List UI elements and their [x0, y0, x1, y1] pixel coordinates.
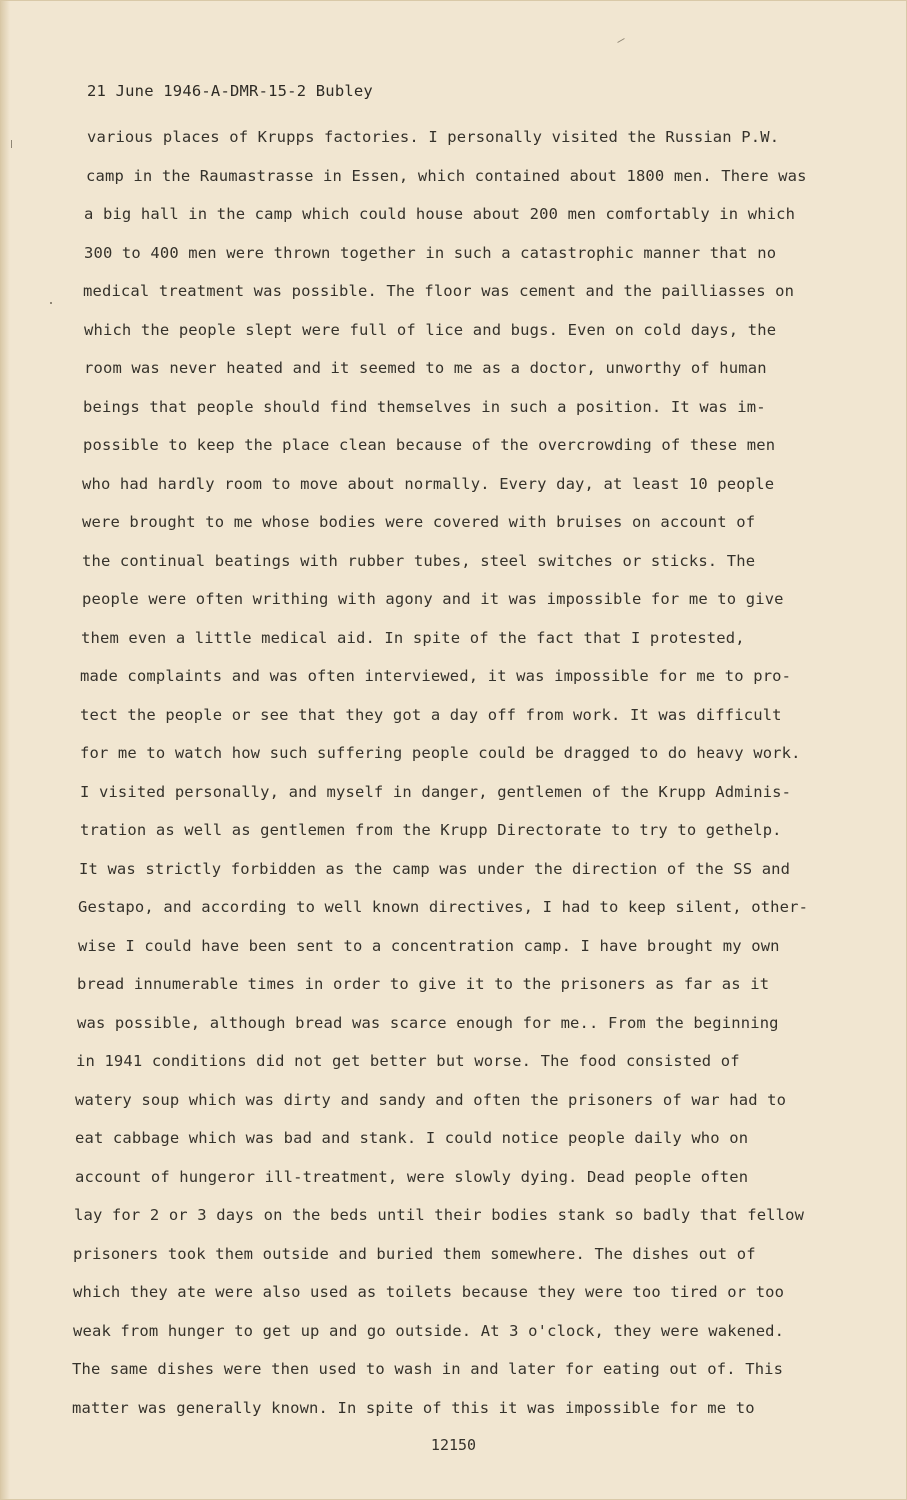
- document-header: 21 June 1946-A-DMR-15-2 Bubley: [87, 82, 373, 100]
- margin-mark: [617, 38, 624, 43]
- text-line: the continual beatings with rubber tubes, steel switches or sticks. The: [82, 551, 756, 570]
- text-line: room was never heated and it seemed to me as a doctor, unworthy of human: [84, 359, 767, 377]
- text-line: beings that people should find themselves in such a position. It was im-: [83, 397, 766, 416]
- text-line: tect the people or see that they got a day off from work. It was difficult: [80, 705, 782, 724]
- text-line: people were often writhing with agony and it was impossible for me to give: [82, 590, 784, 608]
- text-line: I visited personally, and myself in danger, gentlemen of the Krupp Adminis-: [80, 782, 792, 801]
- text-line: who had hardly room to move about normally. Every day, at least 10 people: [82, 474, 775, 493]
- text-line: possible to keep the place clean because of the overcrowding of these men: [83, 436, 776, 454]
- text-line: medical treatment was possible. The floor was cement and the pailliasses on: [83, 282, 795, 300]
- text-line: tration as well as gentlemen from the Krupp Directorate to try to gethelp.: [80, 821, 782, 839]
- text-line: in 1941 conditions did not get better but worse. The food consisted of: [76, 1052, 740, 1070]
- text-line: watery soup which was dirty and sandy and often the prisoners of war had to: [75, 1090, 787, 1109]
- text-line: which the people slept were full of lice and bugs. Even on cold days, the: [84, 320, 777, 339]
- text-line: 300 to 400 men were thrown together in such a catastrophic manner that no: [84, 243, 777, 262]
- body-text: [70, 118, 830, 1427]
- text-line: It was strictly forbidden as the camp was under the direction of the SS and: [79, 859, 791, 878]
- text-line: were brought to me whose bodies were covered with bruises on account of: [82, 513, 756, 531]
- text-line: various places of Krupps factories. I personally visited the Russian P.W.: [87, 128, 780, 146]
- text-line: prisoners took them outside and buried them somewhere. The dishes out of: [73, 1244, 756, 1263]
- text-line: which they ate were also used as toilets because they were too tired or too: [73, 1283, 785, 1301]
- text-line: bread innumerable times in order to give it to the prisoners as far as it: [77, 975, 770, 993]
- text-line: The same dishes were then used to wash in and later for eating out of. This: [72, 1360, 784, 1378]
- text-line: was possible, although bread was scarce enough for me.. From the beginning: [77, 1013, 779, 1032]
- text-line: lay for 2 or 3 days on the beds until their bodies stank so badly that fellow: [74, 1206, 805, 1224]
- page-number: 12150: [430, 1436, 477, 1454]
- text-line: account of hungeror ill-treatment, were slowly dying. Dead people often: [75, 1167, 749, 1186]
- text-line: for me to watch how such suffering people could be dragged to do heavy work.: [80, 744, 801, 762]
- text-line: eat cabbage which was bad and stank. I could notice people daily who on: [75, 1129, 749, 1147]
- text-line: a big hall in the camp which could house about 200 men comfortably in which: [84, 205, 796, 223]
- margin-mark: [11, 140, 12, 148]
- text-line: weak from hunger to get up and go outside. At 3 o'clock, they were wakened.: [73, 1321, 785, 1340]
- page-edge-shadow: [0, 0, 10, 1500]
- text-line: camp in the Raumastrasse in Essen, which contained about 1800 men. There was: [86, 166, 807, 185]
- text-line: them even a little medical aid. In spite of the fact that I protested,: [81, 628, 745, 647]
- text-line: matter was generally known. In spite of this it was impossible for me to: [72, 1398, 755, 1417]
- text-line: wise I could have been sent to a concentration camp. I have brought my own: [78, 936, 780, 955]
- text-line: made complaints and was often interviewed, it was impossible for me to pro-: [80, 667, 792, 685]
- text-line: Gestapo, and according to well known directives, I had to keep silent, other-: [78, 898, 809, 916]
- margin-mark: [50, 302, 52, 304]
